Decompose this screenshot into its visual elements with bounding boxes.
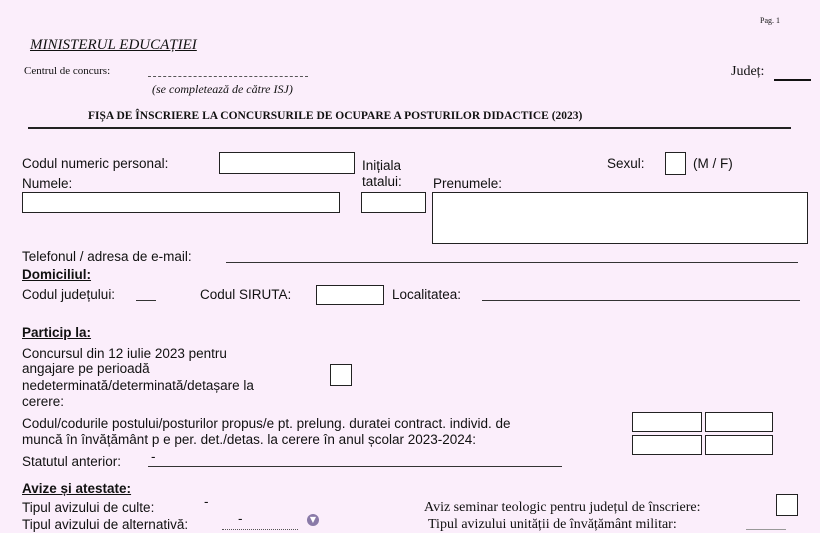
county-field[interactable] [774,64,811,81]
post-codes-text-line2: muncă în învățământ p e per. det./detas. la cerere în anul școlar 2023-2024: [22,432,477,447]
cult-approval-value: - [204,494,209,509]
alternative-approval-field[interactable] [222,517,298,530]
page-number: Pag. 1 [760,16,780,25]
contest-text-line2: angajare pe perioadă [22,361,150,376]
siruta-label: Codul SIRUTA: [200,287,292,302]
military-approval-field[interactable] [746,517,786,530]
seminary-approval-checkbox[interactable] [776,494,798,516]
centre-field[interactable] [148,64,308,77]
contact-label: Telefonul / adresa de e-mail: [22,249,192,264]
contest-checkbox[interactable] [330,364,352,386]
post-code-input-3[interactable] [632,435,702,455]
seminary-approval-label: Aviz seminar teologic pentru județul de înscriere: [424,500,701,515]
previous-status-value: - [151,449,156,464]
participation-heading: Particip la: [22,325,92,340]
father-initial-label-line2: tatalui: [362,174,402,189]
locality-label: Localitatea: [392,287,462,302]
dropdown-icon[interactable]: ▼ [307,514,319,526]
name-label: Numele: [22,176,73,191]
centre-note: (se completează de către ISJ) [152,82,293,96]
ministry-heading: MINISTERUL EDUCAȚIEI [30,37,197,53]
first-name-label: Prenumele: [433,176,503,191]
siruta-input[interactable] [316,285,384,305]
sex-label: Sexul: [607,156,645,171]
approvals-heading: Avize și atestate: [22,481,132,496]
previous-status-label: Statutul anterior: [22,454,122,469]
post-code-input-4[interactable] [705,435,773,455]
cnp-input[interactable] [219,152,355,174]
first-name-input[interactable] [432,192,808,244]
locality-field[interactable] [482,288,800,301]
title-divider [28,127,791,129]
post-code-input-1[interactable] [632,412,702,432]
name-input[interactable] [22,192,340,213]
father-initial-input[interactable] [361,192,426,213]
form-title: FIȘA DE ÎNSCRIERE LA CONCURSURILE DE OCUPARE A POSTURILOR DIDACTICE (2023) [88,110,583,122]
address-heading: Domiciliul: [22,267,92,282]
previous-status-field[interactable] [148,454,562,467]
sex-options: (M / F) [693,156,733,171]
county-label: Județ: [731,64,765,79]
county-code-field[interactable] [136,288,156,301]
contact-field[interactable] [226,250,798,263]
centre-label: Centrul de concurs: [24,65,111,77]
father-initial-label-line1: Inițiala [362,158,402,173]
county-code-label: Codul județului: [22,287,116,302]
cnp-label: Codul numeric personal: [22,156,169,171]
contest-text-line1: Concursul din 12 iulie 2023 pentru [22,346,227,361]
sex-input[interactable] [665,152,686,175]
cult-approval-label: Tipul avizului de culte: [22,500,155,515]
contest-text-line4: cerere: [22,394,65,409]
military-approval-label: Tipul avizului unității de învățământ militar: [428,517,677,532]
alternative-approval-value: - [238,511,243,526]
contest-text-line3: nedeterminată/determinată/detașare la [22,378,254,393]
post-code-input-2[interactable] [705,412,773,432]
alternative-approval-label: Tipul avizului de alternativă: [22,517,189,532]
post-codes-text-line1: Codul/codurile postului/posturilor propus/e pt. prelung. duratei contract. individ. de [22,416,511,431]
